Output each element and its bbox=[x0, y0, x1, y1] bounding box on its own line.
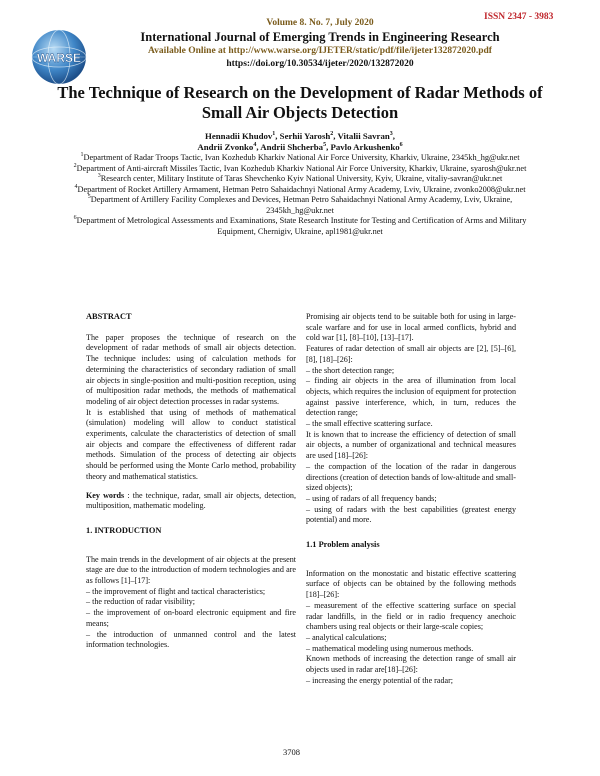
logo-text: WARSE bbox=[36, 51, 82, 65]
journal-name: International Journal of Emerging Trends in Engineering Research bbox=[140, 30, 500, 44]
measure-item: – using of radars of all frequency bands; bbox=[306, 493, 437, 503]
intro-item: – the introduction of unmanned control and the latest information technologies. bbox=[86, 629, 296, 650]
right-last-item: – increasing the energy potential of the radar; bbox=[306, 675, 454, 685]
feature-item: – the small effective scattering surface. bbox=[306, 419, 433, 429]
intro-item: – the reduction of radar visibility; bbox=[86, 597, 196, 607]
problem-analysis-heading: 1.1 Problem analysis bbox=[306, 540, 380, 550]
affiliation-5: $^5$Department of Artillery Facility Complexes and Devices, Hetman Petro Sahaidachnyi National Army Academy, Lviv, Ukraine, 2345kh_hg@ukr.net bbox=[87, 194, 513, 215]
abstract-paragraph-1: The paper proposes the technique of research on the development of radar methods of small air objects detection. The technique includes: using of calculation methods for determining the characteristics of secondary radiation of small air objects in single-position and multi-position reception, using of multiposition radar methods, the methods of mathematical modeling of air object detection processes in radar systems. bbox=[86, 332, 296, 406]
affiliation-4: $^4$Department of Rocket Artillery Armament, Hetman Petro Sahaidachnyi National Army Academy, Lviv, Ukraine, zvonko2008@ukr.net bbox=[74, 183, 526, 194]
right-paragraph-3: It is known that to increase the efficiency of detection of small air objects, a number of organizational and technical measures are used [18]–[26]: bbox=[306, 429, 516, 461]
journal-volume: Volume 8. No. 7, July 2020 bbox=[266, 18, 374, 28]
doi-link[interactable]: https://doi.org/10.30534/ijeter/2020/132872020 bbox=[226, 59, 414, 69]
author-line-2: Andrii Zvonko$^4$, Andrii Shcherba$^5$, Pavlo Arkushenko$^6$ bbox=[197, 142, 403, 152]
keywords-text: : the technique, radar, small air objects, detection, multiposition, mathematic modeling. bbox=[86, 490, 297, 511]
affiliation-2: $^2$Department of Anti-aircraft Missiles Tactic, Ivan Kozhedub Kharkiv National Air Force University, Kharkiv, Ukraine, syarosh@ukr.net bbox=[73, 162, 527, 173]
intro-paragraph-1: The main trends in the development of air objects at the present stage are due to the introduction of modern technologies and are as follows [1]–[17]: bbox=[86, 554, 296, 586]
measure-item: – the compaction of the location of the radar in dangerous directions (creation of detection bands of low-altitude and small-sized objects); bbox=[306, 461, 516, 493]
available-online-link[interactable]: Available Online at http://www.warse.org/IJETER/static/pdf/file/ijeter132872020.pdf bbox=[148, 46, 492, 56]
measure-item: – using of radars with the best capabilities (greatest energy potential) and more. bbox=[306, 504, 516, 525]
feature-item: – finding air objects in the area of illumination from local objects, which requires the inclusion of equipment for protection against passive interference, which, in turn, reduces the detection range; bbox=[306, 376, 516, 418]
method-item: – analytical calculations; bbox=[306, 632, 387, 642]
right-paragraph-1: Promising air objects tend to be suitable both for using in large-scale warfare and for use in local armed conflicts, hybrid and cold war [1], [8]–[10], [13]–[17]. bbox=[306, 312, 516, 343]
right-paragraph-2: Features of radar detection of small air objects are [2], [5]–[6], [8], [18]–[26]: bbox=[306, 344, 516, 364]
affiliation-1: $^1$Department of Radar Troops Tactic, Ivan Kozhedub Kharkiv National Air Force University, Kharkiv, Ukraine, 2345kh_hg@ukr.net bbox=[80, 152, 520, 162]
affiliation-6: $^6$Department of Metrological Assessments and Examinations, State Research Institute for Testing and Certification of Arms and Military Equipment, Chernigiv, Ukraine, apl1981@ukr.net bbox=[73, 215, 527, 236]
keywords bbox=[86, 491, 296, 512]
intro-item: – the improvement of on-board electronic equipment and fire means; bbox=[86, 608, 296, 628]
abstract-paragraph-2: It is established that using of methods of mathematical (simulation) modeling will allow to conduct statistical experiments, calculate the characteristics of detection of small air objects and compare the effectiveness of different radar methods. Simulation of the process of detecting air objects should be performed using the Monte Carlo method, probability theory and mathematical statistics. bbox=[86, 407, 296, 481]
feature-item: – the short detection range; bbox=[306, 365, 395, 375]
method-item: – mathematical modeling using numerous methods. bbox=[306, 643, 474, 653]
introduction-heading: 1. INTRODUCTION bbox=[86, 525, 162, 535]
left-column bbox=[86, 312, 296, 651]
affiliation-3: $^3$Research center, Military Institute of Taras Shevchenko Kyiv National University, Kyiv, Ukraine, vitaliy-savran@ukr.net bbox=[97, 173, 503, 183]
keywords-label: Key words bbox=[86, 490, 125, 500]
issn-label: ISSN 2347 - 3983 bbox=[484, 12, 554, 22]
right-paragraph-5: Known methods of increasing the detection range of small air objects used in radar are[18]–[26]: bbox=[306, 654, 516, 675]
abstract-heading: ABSTRACT bbox=[86, 312, 132, 321]
right-paragraph-4: Information on the monostatic and bistatic effective scattering surface of objects can be obtained by the following methods [18]–[26]: bbox=[306, 568, 516, 600]
author-line-1: Hennadii Khudov$^1$, Serhii Yarosh$^2$, Vitalii Savran$^3$, bbox=[205, 131, 395, 141]
affiliations bbox=[70, 153, 530, 237]
paper-title: The Technique of Research on the Development of Radar Methods of Small Air Objects Detection bbox=[57, 83, 543, 122]
author-list bbox=[40, 131, 560, 153]
intro-item: – the improvement of flight and tactical characteristics; bbox=[86, 586, 266, 596]
page-number: 3708 bbox=[283, 747, 300, 757]
method-item: – measurement of the effective scattering surface on special radar landfills, in the field or in radio frequency anechoic chambers using real objects or their large-scale copies; bbox=[306, 600, 516, 632]
right-column bbox=[306, 312, 516, 687]
